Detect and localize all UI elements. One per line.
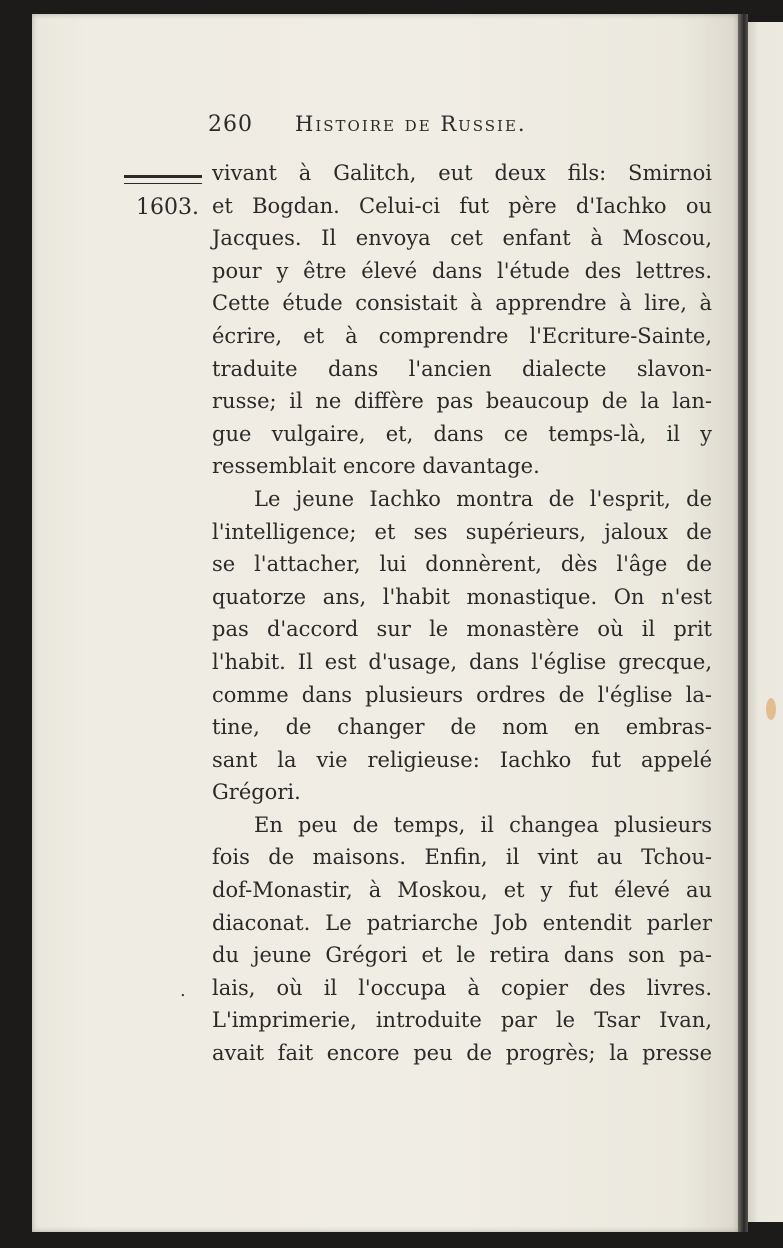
paper-stain <box>766 698 776 720</box>
text-line: traduite dans l'ancien dialecte slavon- <box>212 356 712 381</box>
marginal-year: 1603. <box>136 195 199 220</box>
facing-page-edge <box>748 22 783 1222</box>
text-line: vivant à Galitch, eut deux fils: Smirnoi <box>212 161 712 185</box>
text-line: En peu de temps, il changea plusieurs <box>254 812 712 837</box>
text-line: L'imprimerie, introduite par le Tsar Ivan, <box>212 1008 712 1033</box>
marginal-rule <box>124 175 202 184</box>
text-line: Grégori. <box>212 780 301 805</box>
book-page <box>32 14 738 1232</box>
text-line: diaconat. Le patriarche Job entendit parler <box>212 910 712 935</box>
text-line: avait fait encore peu de progrès; la presse <box>212 1041 712 1066</box>
text-line: ressemblait encore davantage. <box>212 454 540 479</box>
text-line: se l'attacher, lui donnèrent, dès l'âge de <box>212 552 712 577</box>
text-line: tine, de changer de nom en embras- <box>212 715 712 740</box>
page-header <box>208 112 728 146</box>
text-line: lais, où il l'occupa à copier des livres. <box>212 975 712 1000</box>
text-line: sant la vie religieuse: Iachko fut appelé <box>212 747 712 772</box>
text-line: comme dans plusieurs ordres de l'église la- <box>212 682 712 707</box>
text-line: et Bogdan. Celui-ci fut père d'Iachko ou <box>212 193 712 218</box>
text-line: russe; il ne diffère pas beaucoup de la lan- <box>212 389 712 414</box>
text-line: pour y être élevé dans l'étude des lettres. <box>212 258 712 283</box>
text-line: écrire, et à comprendre l'Ecriture-Sainte, <box>212 323 712 348</box>
book-gutter <box>738 14 748 1232</box>
text-line: gue vulgaire, et, dans ce temps-là, il y <box>212 421 712 446</box>
text-line: l'habit. Il est d'usage, dans l'église grecque, <box>212 649 712 674</box>
text-line: fois de maisons. Enfin, il vint au Tchou- <box>212 845 712 870</box>
text-line: Jacques. Il envoya cet enfant à Moscou, <box>212 226 712 251</box>
text-line: l'intelligence; et ses supérieurs, jaloux de <box>212 519 712 544</box>
page-number: 260 <box>208 112 253 137</box>
text-line: pas d'accord sur le monastère où il prit <box>212 617 712 642</box>
running-head: Histoire de Russie. <box>295 112 527 136</box>
text-line: quatorze ans, l'habit monastique. On n'est <box>212 584 712 609</box>
body-text <box>212 157 712 1070</box>
text-line: Le jeune Iachko montra de l'esprit, de <box>254 486 712 511</box>
text-line: du jeune Grégori et le retira dans son pa- <box>212 943 712 968</box>
text-line: dof-Monastir, à Moskou, et y fut élevé au <box>212 878 712 903</box>
text-line: Cette étude consistait à apprendre à lire, à <box>212 291 712 316</box>
ink-speck: . <box>180 980 186 1001</box>
